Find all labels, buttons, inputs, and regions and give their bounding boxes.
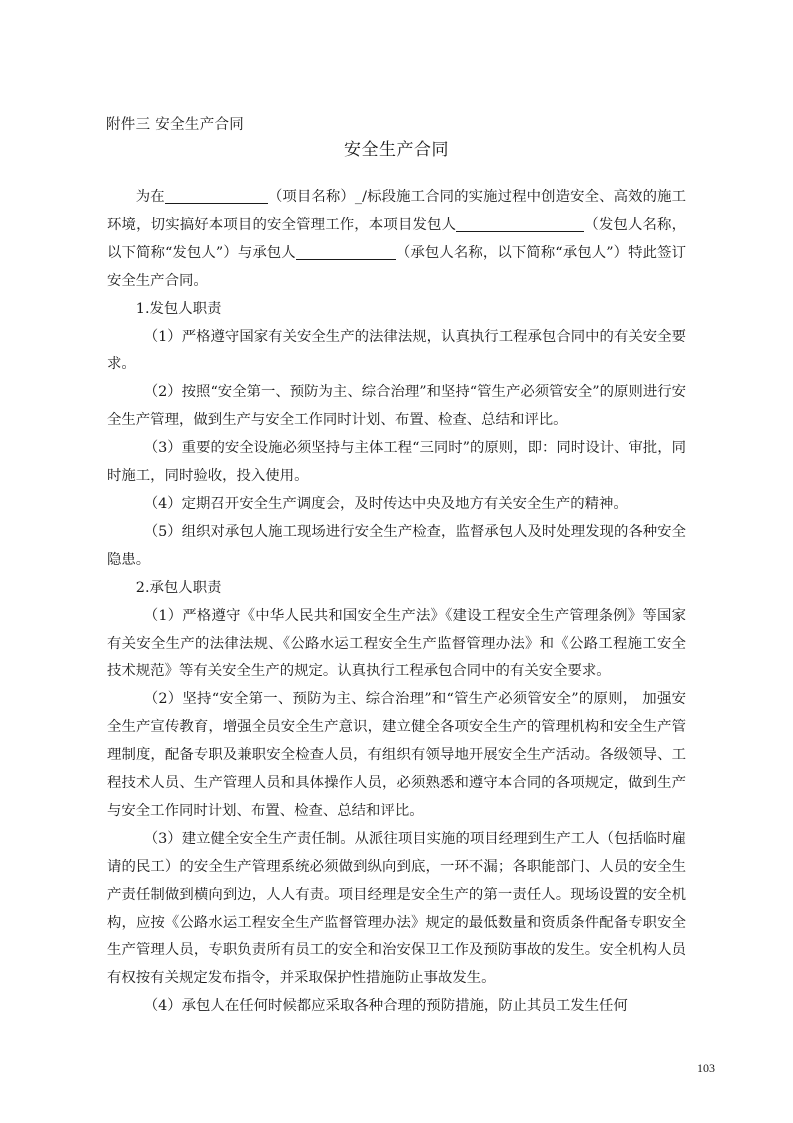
section2-item-1: （1）严格遵守《中华人民共和国安全生产法》《建设工程安全生产管理条例》等国家有关安全生产的法律法规、《公路水运工程安全生产监督管理办法》和《公路工程施工安全技术规范》等有关安全生产的规定。认真执行工程承包合同中的有关安全要求。 (107, 607, 686, 680)
section2-heading: 2.承包人职责 (135, 579, 222, 596)
section1-item-5: （5）组织对承包人施工现场进行安全生产检查，监督承包人及时处理发现的各种安全隐患。 (107, 523, 686, 568)
employer-name-blank (456, 214, 584, 232)
contractor-name-blank (296, 242, 396, 260)
contract-body (107, 184, 686, 1021)
section1-item-2: （2）按照“安全第一、预防为主、综合治理”和坚持“管生产必须管安全”的原则进行安全生产管理，做到生产与安全工作同时计划、布置、检查、总结和评比。 (107, 384, 686, 429)
section1-item-3: （3）重要的安全设施必须坚持与主体工程“三同时”的原则，即：同时设计、审批，同时施工，同时验收，投入使用。 (107, 440, 686, 485)
page-number: 103 (697, 1061, 715, 1075)
project-name-blank (165, 186, 268, 204)
intro-text-4: （承包人名称，以下简称“承包人”）特此签订安全生产合同。 (107, 244, 687, 289)
section1-item-4: （4）定期召开安全生产调度会，及时传达中央及地方有关安全生产的精神。 (143, 495, 628, 512)
section1-heading: 1.发包人职责 (135, 300, 222, 317)
intro-text-2: （项目名称）_/标段施工合同的实施过程中创造安全、高效的施工环境，切实搞好本项目的安全管理工作，本项目发包人 (107, 189, 686, 233)
intro-text-1: 为在 (135, 189, 165, 205)
section2-item-3: （3）建立健全安全生产责任制。从派往项目实施的项目经理到生产工人（包括临时雇请的民工）的安全生产管理系统必须做到纵向到底，一环不漏；各职能部门、人员的安全生产责任制做到横向到边，人人有责。项目经理是安全生产的第一责任人。现场设置的安全机构，应按《公路水运工程安全生产监督管理办法》规定的最低数量和资质条件配备专职安全生产管理人员，专职负责所有员工的安全和治安保卫工作及预防事故的发生。安全机构人员有权按有关规定发布指令，并采取保护性措施防止事故发生。 (107, 830, 686, 987)
intro-text-3: （发包人名称，以下简称“发包人”）与承包人 (107, 216, 686, 261)
section2-item-2: （2）坚持“安全第一、预防为主、综合治理”和“管生产必须管安全”的原则， 加强安全生产宣传教育，增强全员安全生产意识，建立健全各项安全生产的管理机构和安全生产管理制度，配备专职及兼职安全检查人员，有组织有领导地开展安全生产活动。各级领导、工程技术人员、生产管理人员和具体操作人员，必须熟悉和遵守本合同的各项规定，做到生产与安全工作同时计划、布置、检查、总结和评比。 (107, 691, 686, 819)
contract-title: 安全生产合同 (344, 140, 449, 160)
attachment-label: 附件三 安全生产合同 (106, 117, 245, 133)
intro-paragraph (107, 184, 686, 296)
section2-item-4: （4）承包人在任何时候都应采取各种合理的预防措施，防止其员工发生任何 (143, 998, 628, 1015)
section1-item-1: （1）严格遵守国家有关安全生产的法律法规，认真执行工程承包合同中的有关安全要求。 (107, 328, 686, 373)
